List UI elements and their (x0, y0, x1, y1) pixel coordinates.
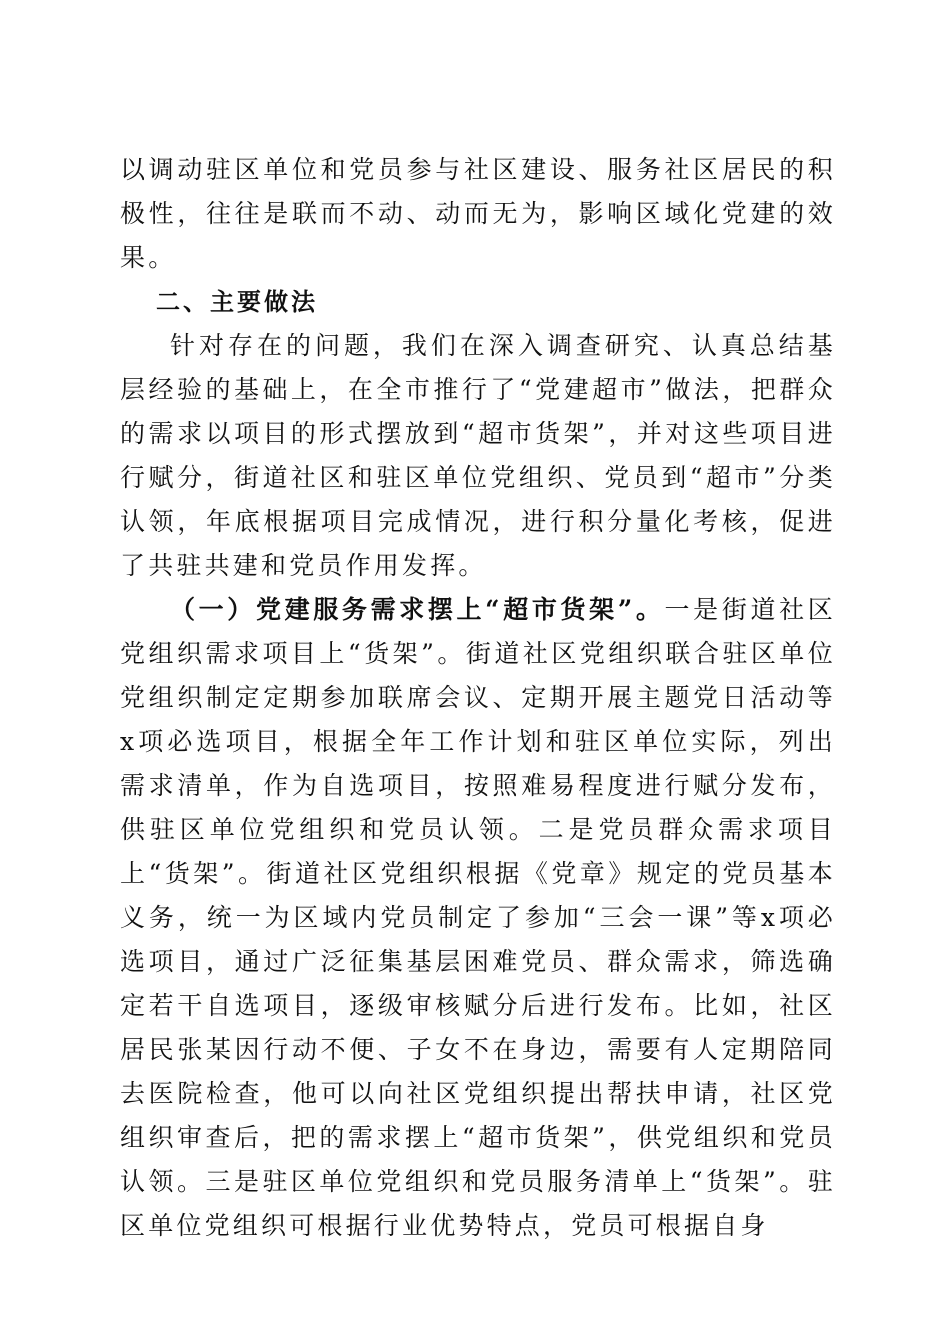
paragraph-subsection-one (120, 588, 836, 1248)
subsection-heading: （一）党建服务需求摆上“超市货架”。 (170, 595, 665, 624)
paragraph-main-approach: 针对存在的问题，我们在深入调查研究、认真总结基层经验的基础上，在全市推行了“党建超市”做法，把群众的需求以项目的形式摆放到“超市货架”，并对这些项目进行赋分，街道社区和驻区单位党组织、党员到“超市”分类认领，年底根据项目完成情况，进行积分量化考核，促进了共驻共建和党员作用发挥。 (120, 331, 836, 580)
subsection-body: 一是街道社区党组织需求项目上“货架”。街道社区党组织联合驻区单位党组织制定定期参加联席会议、定期开展主题党日活动等x项必选项目，根据全年工作计划和驻区单位实际，列出需求清单，作为自选项目，按照难易程度进行赋分发布，供驻区单位党组织和党员认领。二是党员群众需求项目上“货架”。街道社区党组织根据《党章》规定的党员基本义务，统一为区域内党员制定了参加“三会一课”等x项必选项目，通过广泛征集基层困难党员、群众需求，筛选确定若干自选项目，逐级审核赋分后进行发布。比如，社区居民张某因行动不便、子女不在身边，需要有人定期陪同去医院检查，他可以向社区党组织提出帮扶申请，社区党组织审查后，把的需求摆上“超市货架”，供党组织和党员认领。三是驻区单位党组织和党员服务清单上“货架”。驻区单位党组织可根据行业优势特点，党员可根据自身 (120, 595, 836, 1240)
section-heading: 二、主要做法 (156, 288, 318, 316)
paragraph-continued: 以调动驻区单位和党员参与社区建设、服务社区居民的积极性，往往是联而不动、动而无为，影响区域化党建的效果。 (120, 155, 836, 272)
body-text (120, 148, 836, 1248)
